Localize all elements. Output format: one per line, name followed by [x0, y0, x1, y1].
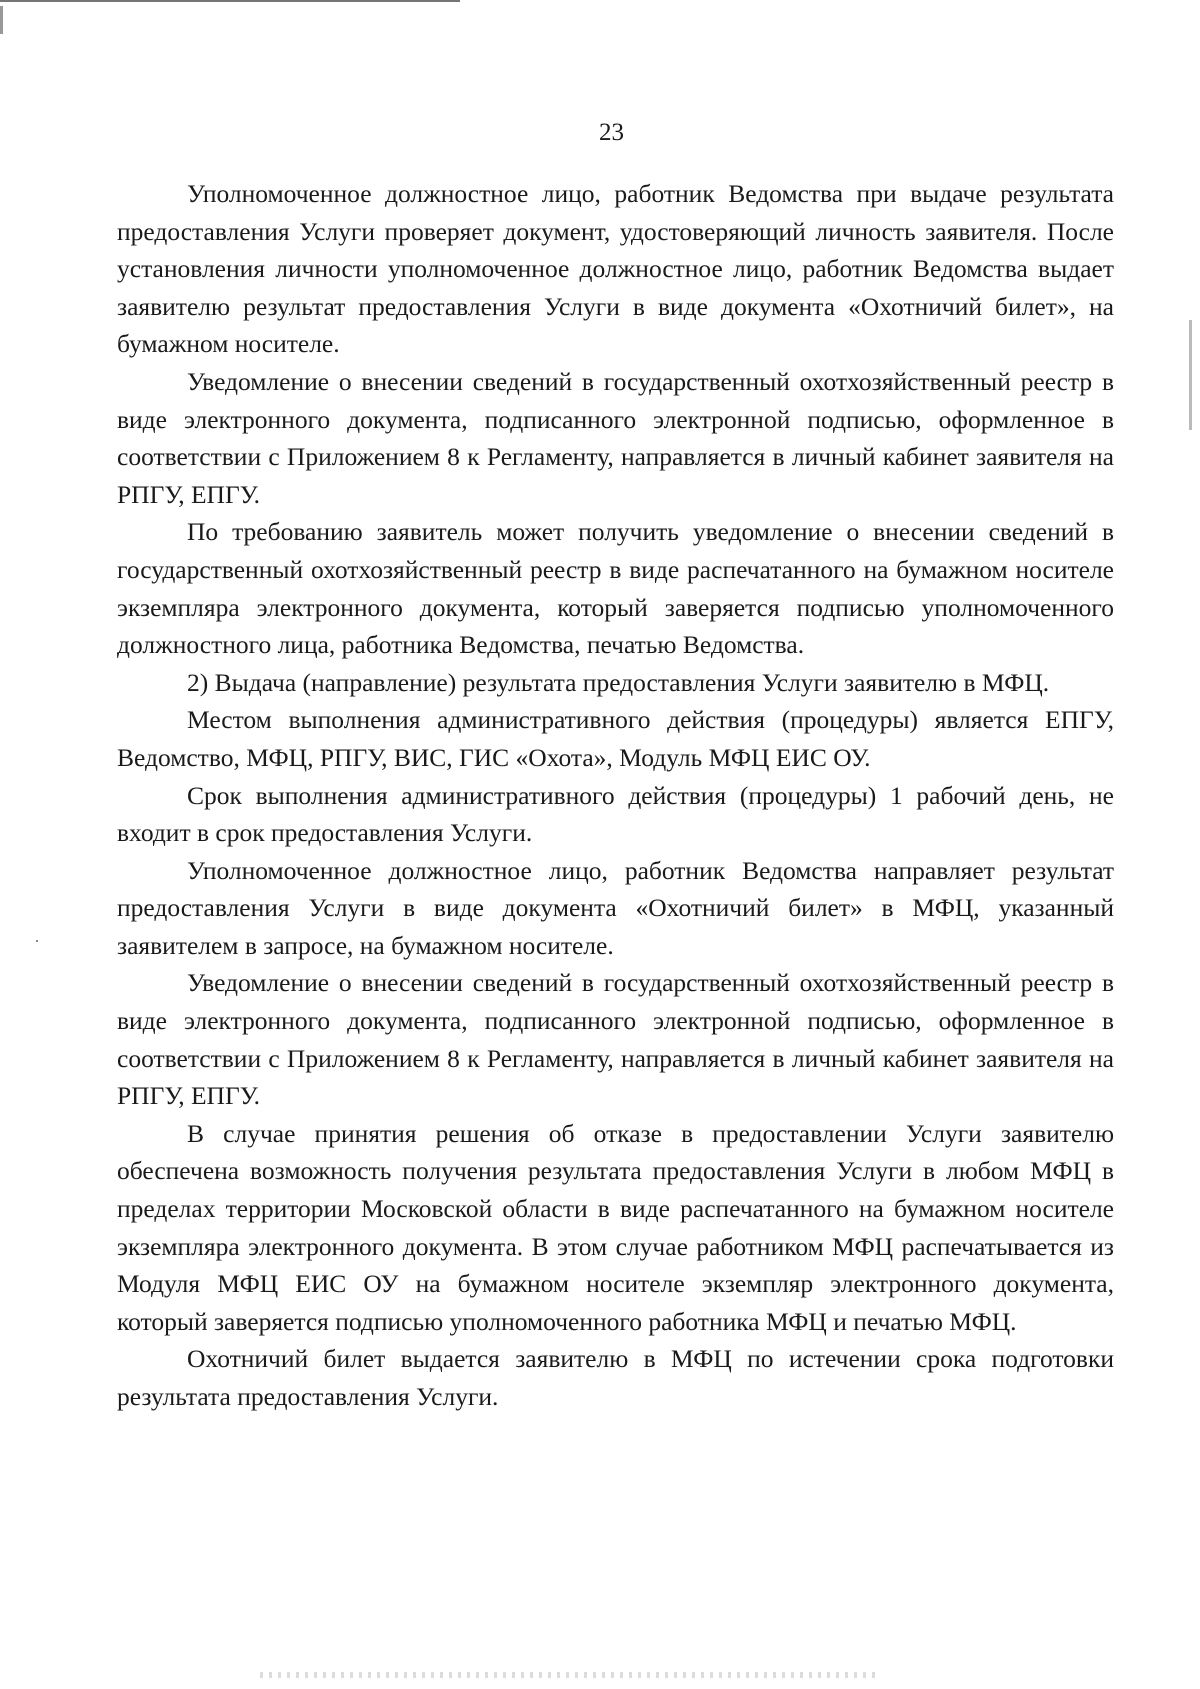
- scan-edge-mark-right: [1189, 320, 1192, 430]
- paragraph-5: Местом выполнения административного действия (процедуры) является ЕПГУ, Ведомство, МФЦ, РПГУ, ВИС, ГИС «Охота», Модуль МФЦ ЕИС ОУ.: [117, 705, 1114, 772]
- paragraph-2: Уведомление о внесении сведений в государственный охотхозяйственный реестр в виде электронного документа, подписанного электронной подписью, оформленное в соответствии с Приложением 8 к Регламенту, направляется в личный кабинет заявителя на РПГУ, ЕПГУ.: [117, 366, 1114, 509]
- paragraph-7: Уполномоченное должностное лицо, работник Ведомства направляет результат предоставления Услуги в виде документа «Охотничий билет» в МФЦ, указанный заявителем в запросе, на бумажном носителе.: [117, 855, 1114, 960]
- document-body: [117, 175, 1114, 1416]
- scan-edge-mark: [0, 6, 3, 34]
- scan-edge-line: [0, 0, 460, 2]
- paragraph-4: 2) Выдача (направление) результата предоставления Услуги заявителю в МФЦ.: [187, 667, 1050, 697]
- scan-speck: [36, 940, 38, 942]
- paragraph-8: Уведомление о внесении сведений в государственный охотхозяйственный реестр в виде электронного документа, подписанного электронной подписью, оформленное в соответствии с Приложением 8 к Регламенту, направляется в личный кабинет заявителя на РПГУ, ЕПГУ.: [117, 968, 1114, 1111]
- paragraph-10: Охотничий билет выдается заявителю в МФЦ по истечении срока подготовки результата предоставления Услуги.: [117, 1344, 1114, 1411]
- paragraph-9: В случае принятия решения об отказе в предоставлении Услуги заявителю обеспечена возможность получения результата предоставления Услуги в любом МФЦ в пределах территории Московской области в виде распечатанного на бумажном носителе экземпляра электронного документа. В этом случае работником МФЦ распечатывается из Модуля МФЦ ЕИС ОУ на бумажном носителе экземпляр электронного документа, который заверяется подписью уполномоченного работника МФЦ и печатью МФЦ.: [117, 1118, 1114, 1336]
- page-number: 23: [599, 119, 624, 146]
- paragraph-1: Уполномоченное должностное лицо, работник Ведомства при выдаче результата предоставления Услуги проверяет документ, удостоверяющий личность заявителя. После установления личности уполномоченное должностное лицо, работник Ведомства выдает заявителю результат предоставления Услуги в виде документа «Охотничий билет», на бумажном носителе.: [117, 179, 1114, 359]
- scan-noise: [260, 1672, 880, 1678]
- paragraph-3: По требованию заявитель может получить уведомление о внесении сведений в государственный охотхозяйственный реестр в виде распечатанного на бумажном носителе экземпляра электронного документа, который заверяется подписью уполномоченного должностного лица, работника Ведомства, печатью Ведомства.: [117, 517, 1114, 660]
- paragraph-6: Срок выполнения административного действия (процедуры) 1 рабочий день, не входит в срок предоставления Услуги.: [117, 780, 1114, 848]
